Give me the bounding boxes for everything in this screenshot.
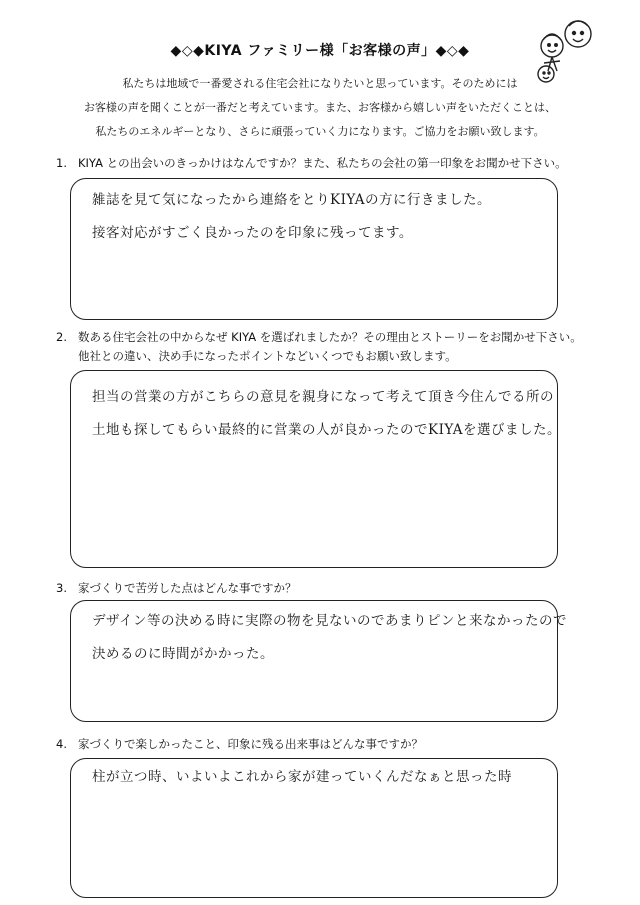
intro-line: 私たちのエネルギーとなり、さらに頑張っていく力になります。ご協力をお願い致します。 xyxy=(95,125,545,138)
answer-line: 接客対応がすごく良かったのを印象に残ってます。 xyxy=(92,225,413,241)
question-text: KIYA との出会いのきっかけはなんですか？また、私たちの会社の第一印象をお聞かせ下さい。 xyxy=(78,156,567,170)
answer-line: 土地も探してもらい最終的に営業の人が良かったのでKIYAを選びました。 xyxy=(92,422,562,438)
question-text-continued: 他社との違い、決め手になったポイントなどいくつでもお願い致します。 xyxy=(78,349,457,363)
answer-line: 担当の営業の方がこちらの意見を親身になって考えて頂き今住んでる所の xyxy=(92,389,554,405)
answer-1 xyxy=(92,184,582,250)
intro-line: 私たちは地域で一番愛される住宅会社になりたいと思っています。そのためには xyxy=(122,77,518,90)
question-3 xyxy=(56,579,297,598)
question-1 xyxy=(56,154,567,173)
question-4 xyxy=(56,735,423,754)
intro-line: お客様の声を聞くことが一番だと考えています。また、お客様から嬉しい声をいただくことは、 xyxy=(83,101,557,114)
answer-3 xyxy=(92,605,582,671)
intro-paragraph xyxy=(0,72,640,144)
answer-line: 決めるのに時間がかかった。 xyxy=(92,646,274,662)
question-text: 数ある住宅会社の中からなぜ KIYA を選ばれましたか？その理由とストーリーをお聞かせ下さい。 xyxy=(78,330,582,344)
survey-title: ◆◇◆KIYA ファミリー様「お客様の声」◆◇◆ xyxy=(170,43,470,59)
answer-line: デザイン等の決める時に実際の物を見ないのであまりピンと来なかったので xyxy=(92,613,568,629)
question-number: 4. xyxy=(56,737,67,751)
answer-line: 雑誌を見て気になったから連絡をとりKIYAの方に行きました。 xyxy=(92,192,492,208)
answer-4 xyxy=(92,761,582,794)
question-2 xyxy=(56,328,582,366)
question-text: 家づくりで苦労した点はどんな事ですか？ xyxy=(78,581,297,595)
question-number: 1. xyxy=(56,156,67,170)
question-number: 3. xyxy=(56,581,67,595)
question-number: 2. xyxy=(56,330,67,344)
answer-2 xyxy=(92,381,582,447)
answer-line: 柱が立つ時、いよいよこれから家が建っていくんだなぁと思った時 xyxy=(92,769,512,785)
question-text: 家づくりで楽しかったこと、印象に残る出来事はどんな事ですか？ xyxy=(78,737,423,751)
